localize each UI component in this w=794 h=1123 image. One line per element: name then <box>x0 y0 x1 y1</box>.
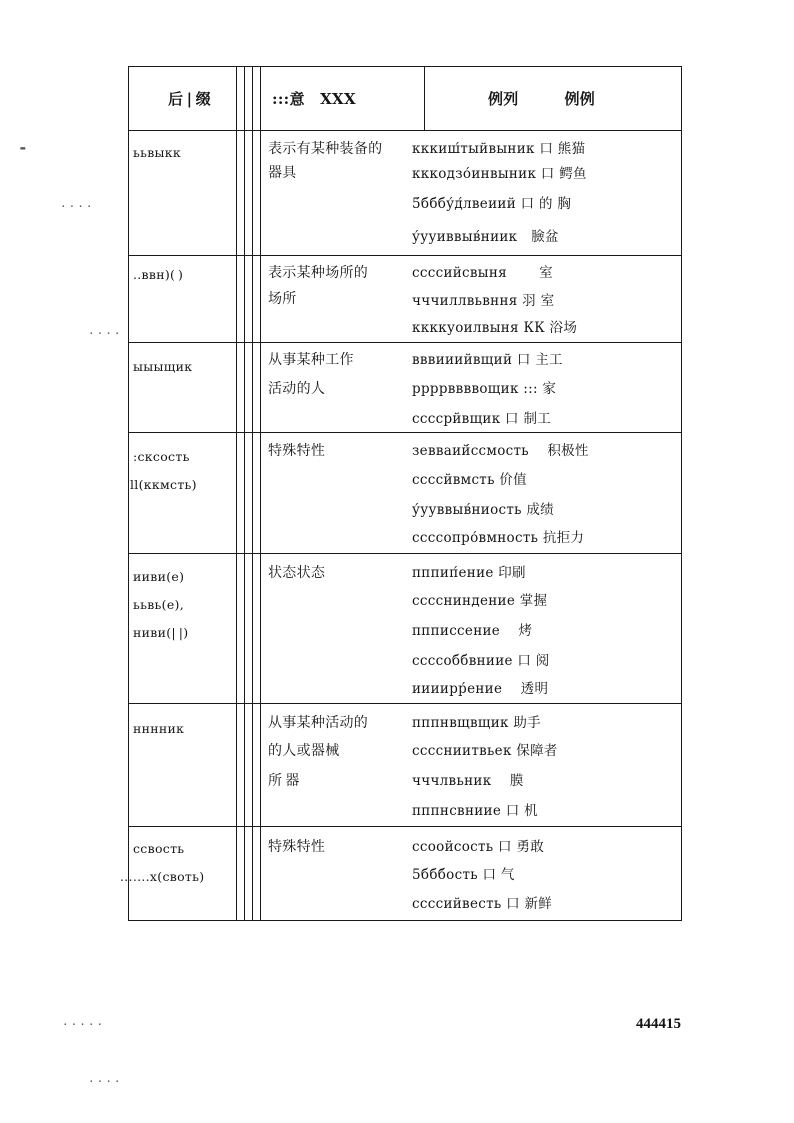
row-4-suffix: :сксость <box>133 449 190 464</box>
row-6-example: чччлвьник 膜 <box>412 773 524 789</box>
row-rule <box>128 342 681 343</box>
row-2-meaning-line: 表示某种场所的 <box>268 265 369 281</box>
row-7-suffix: ссвость <box>133 841 185 856</box>
row-6-example: пппнсвниие 口​ 机 <box>412 803 538 819</box>
row-1-example: 5́бббу́д́лвеиий 口​ 的​ 胸 <box>412 196 572 212</box>
row-2-example: чччиллвьвння 羽​​ 室 <box>412 293 555 309</box>
row-2-meaning-line: 场所 <box>268 291 297 307</box>
column-rule <box>260 66 261 921</box>
row-rule <box>128 255 681 256</box>
header-suffix: 后 | 缀 <box>168 90 211 108</box>
row-3-example: ссссрйвщик 口 制工 <box>412 411 552 427</box>
row-1-example: у́ууиввыв́ниик 臉​盆 <box>412 229 559 245</box>
row-5-meaning-line: 状态状态 <box>268 565 326 581</box>
row-1-meaning-line: 器具 <box>268 165 297 181</box>
row-rule <box>128 432 681 433</box>
row-5-suffix: ниви(| |) <box>133 625 189 640</box>
row-7-example: ссссийвесть 口 新鲜 <box>412 896 553 912</box>
row-3-meaning-line: 活动的人 <box>268 381 326 397</box>
row-rule <box>128 553 681 554</box>
row-7-example: ссоойсость 口 勇敢 <box>412 839 545 855</box>
header-meaning: :::意 XXX <box>272 90 356 108</box>
margin-dots-mark: .... <box>60 197 95 210</box>
row-rule <box>128 703 681 704</box>
table-bottom-rule <box>128 920 681 921</box>
header-examples: 例列 例​例 <box>488 90 596 108</box>
row-5-example: иииирр́ение 透明 <box>412 681 549 697</box>
row-1-example: кккодзо́инвыник 口​​​ 鳄鱼 <box>412 166 587 182</box>
column-rule <box>244 66 245 921</box>
row-1-meaning-line: 表示有某种装备的 <box>268 141 383 157</box>
row-7-example: 5ббб́ость 口 气 <box>412 867 515 883</box>
row-6-meaning-line: 从事某种活动的 <box>268 715 369 731</box>
row-2-suffix: ..ввн)( ) <box>133 267 184 282</box>
row-7-meaning-line: 特殊特性 <box>268 839 326 855</box>
table-top-rule <box>128 66 681 67</box>
column-rule <box>424 66 425 131</box>
row-5-example: ппписсение 烤 <box>412 623 533 639</box>
row-4-example: у́ууввыв́ниость 成绩 <box>412 502 554 518</box>
row-4-suffix: ll(ккмсть) <box>130 477 197 492</box>
margin-dots-mark: .... <box>88 1072 123 1085</box>
row-5-example: пппип́ение 印刷 <box>412 565 526 581</box>
row-2-example: ссссийсвыня 室 <box>412 265 553 281</box>
table-right-rule <box>681 66 682 921</box>
row-1-suffix: ььвыкк <box>133 145 182 160</box>
row-3-meaning-line: 从事某种工作 <box>268 352 354 368</box>
row-4-example: ссссйвмсть 价值 <box>412 472 527 488</box>
header-rule <box>128 130 681 131</box>
row-rule <box>128 826 681 827</box>
column-rule <box>252 66 253 921</box>
column-rule <box>236 66 237 921</box>
page-number: 444415 <box>636 1016 681 1032</box>
row-4-example: ссссопро́вмность 抗拒力 <box>412 530 585 546</box>
row-6-example: ссссниитвьек 保障者 <box>412 743 558 759</box>
row-6-meaning-line: 所 器 <box>268 773 300 789</box>
margin-dots-mark: ..... <box>62 1015 106 1028</box>
row-2-example: ккккуоилвыня КК​ 浴场 <box>412 320 578 336</box>
margin-dash-mark: - <box>18 138 30 157</box>
table-left-rule <box>128 66 129 921</box>
row-3-example: ррррввввощик ::: 家 <box>412 381 557 397</box>
row-3-example: вввииийвщий 口​ 主工 <box>412 352 563 368</box>
row-5-suffix: ььвь(е), <box>133 597 184 612</box>
row-7-suffix: .......x(своть) <box>120 869 205 884</box>
row-3-suffix: ыыыщик <box>133 359 193 374</box>
row-5-example: ссссниндение 掌握 <box>412 593 548 609</box>
row-6-example: пппнвщвщик 助手 <box>412 715 541 731</box>
row-5-example: ссссоббвниие 口​ 阅 <box>412 653 550 669</box>
row-6-suffix: нннник <box>133 721 185 736</box>
margin-dots-mark: .... <box>88 324 123 337</box>
row-6-meaning-line: 的人或器械 <box>268 743 340 759</box>
row-4-example: зевваий́ссмость 积极性 <box>412 443 589 459</box>
row-1-example: кккиш́тыйвыник 口​​ 熊猫 <box>412 141 586 157</box>
row-4-meaning-line: 特殊特性 <box>268 443 326 459</box>
row-5-suffix: ииви(е) <box>133 569 185 584</box>
